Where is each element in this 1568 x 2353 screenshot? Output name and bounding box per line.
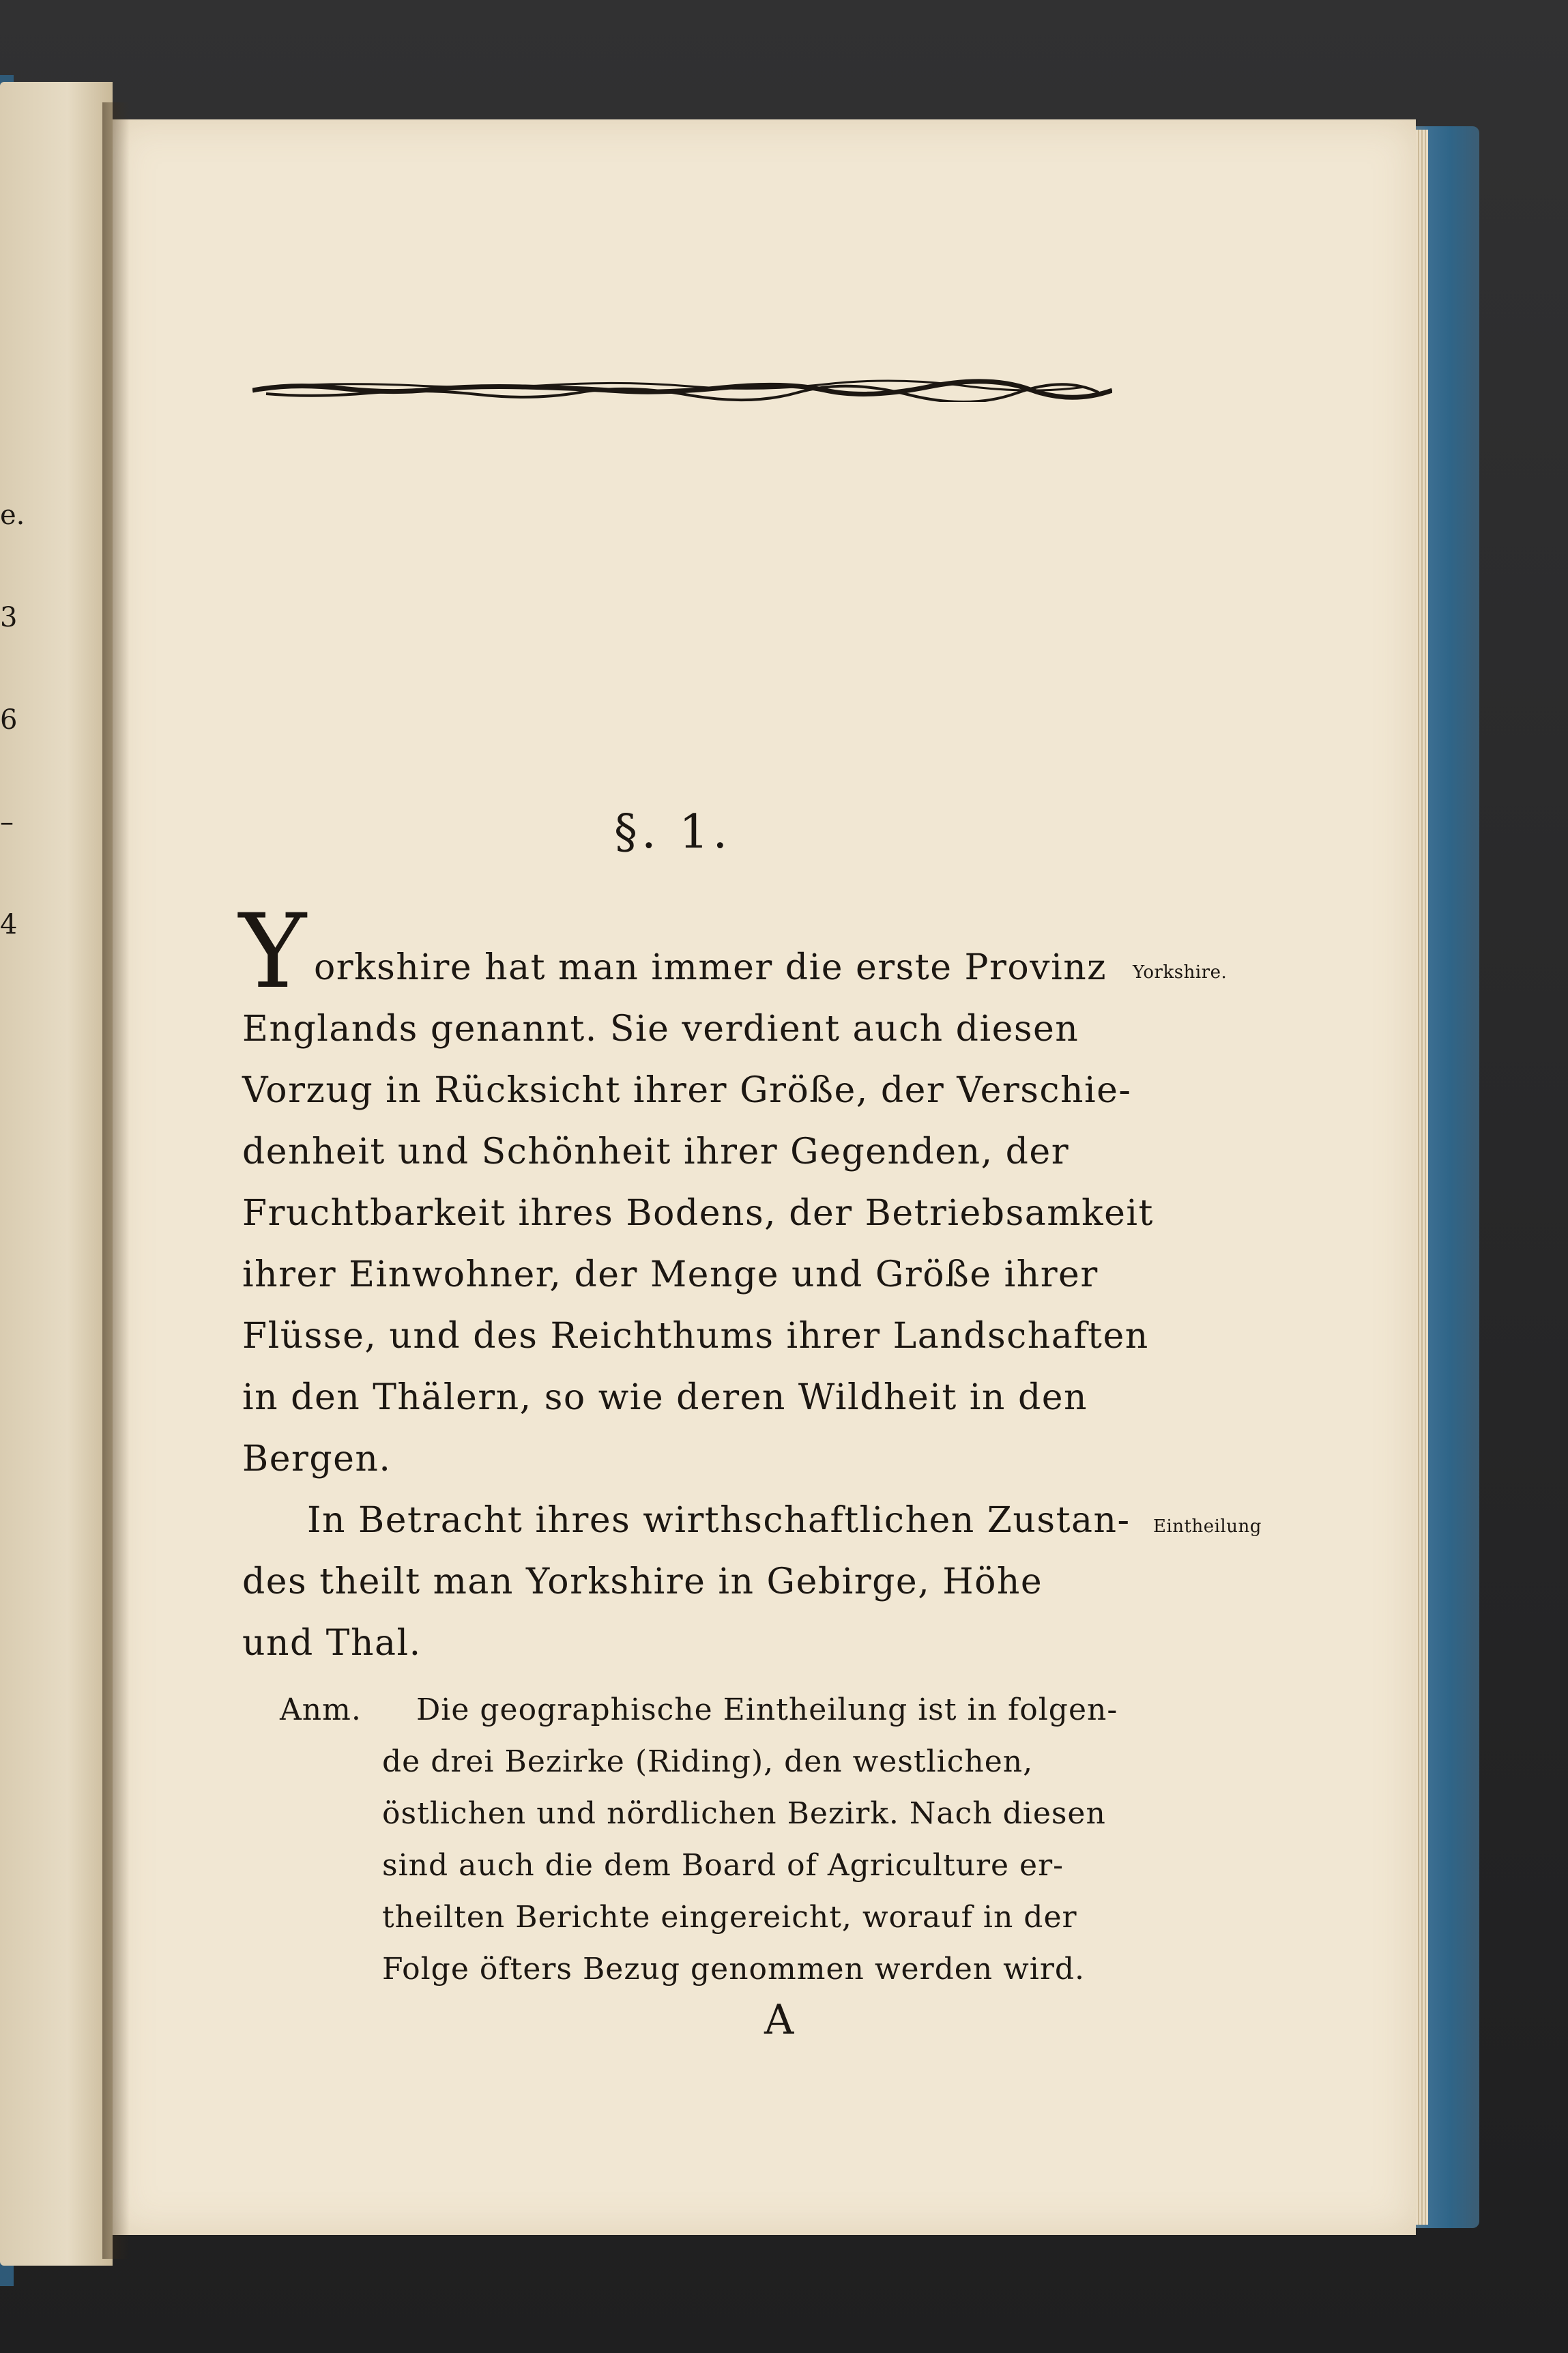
facing-mark: – — [0, 807, 14, 838]
note-label: Anm. — [280, 1692, 362, 1727]
paragraph-line: denheit und Schönheit ihrer Gegenden, der — [242, 1131, 1070, 1172]
drop-capital: Y — [239, 893, 307, 1011]
facing-mark: 6 — [0, 704, 18, 736]
note-line: Die geographische Eintheilung ist in folgen- — [416, 1692, 1118, 1727]
facing-mark: 3 — [0, 602, 18, 633]
paragraph-line: und Thal. — [242, 1623, 422, 1664]
paragraph-line: Vorzug in Rücksicht ihrer Größe, der Verschie- — [242, 1070, 1132, 1111]
ornamental-rule — [252, 379, 1112, 402]
signature-mark: A — [764, 1996, 794, 2044]
paragraph-line: ihrer Einwohner, der Menge und Größe ihrer — [242, 1254, 1099, 1295]
section-heading: §. 1. — [614, 805, 732, 859]
note-line: de drei Bezirke (Riding), den westlichen, — [382, 1744, 1034, 1779]
paragraph-line: Flüsse, und des Reichthums ihrer Landschaften — [242, 1316, 1149, 1357]
facing-mark: 4 — [0, 909, 18, 940]
paragraph-line: in den Thälern, so wie deren Wildheit in den — [242, 1377, 1088, 1418]
paragraph-line: orkshire hat man immer die erste Provinz — [314, 947, 1107, 988]
gutter-shadow — [102, 102, 130, 2259]
note-line: sind auch die dem Board of Agriculture er- — [382, 1848, 1064, 1883]
paragraph-line: Bergen. — [242, 1439, 392, 1479]
note-line: östlichen und nördlichen Bezirk. Nach diesen — [382, 1796, 1106, 1831]
paragraph-line: Englands genannt. Sie verdient auch diesen — [242, 1009, 1079, 1050]
margin-note: Eintheilung — [1153, 1516, 1262, 1537]
note-line: Folge öfters Bezug genommen werden wird. — [382, 1952, 1086, 1987]
note-line: theilten Berichte eingereicht, worauf in der — [382, 1900, 1077, 1935]
facing-page — [0, 82, 113, 2266]
facing-page-marks — [0, 464, 27, 976]
paragraph-line: In Betracht ihres wirthschaftlichen Zustan- — [307, 1500, 1131, 1541]
paragraph-line: Fruchtbarkeit ihres Bodens, der Betriebsamkeit — [242, 1193, 1154, 1234]
margin-note: Yorkshire. — [1133, 962, 1228, 983]
facing-mark: e. — [0, 500, 25, 531]
paragraph-line: des theilt man Yorkshire in Gebirge, Höhe — [242, 1561, 1043, 1602]
